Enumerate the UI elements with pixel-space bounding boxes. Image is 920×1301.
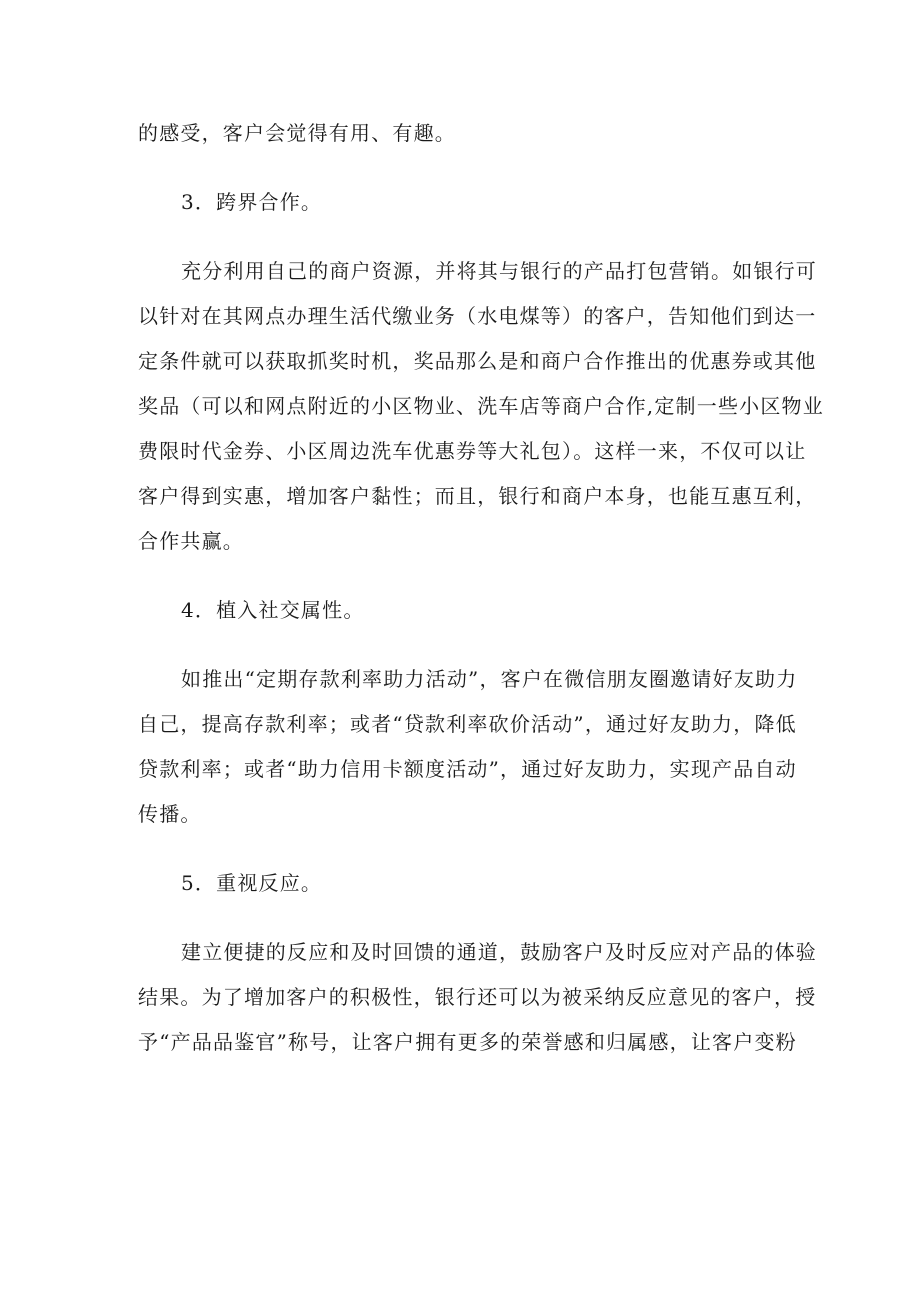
text-line: 自己，提高存款利率；或者“贷款利率砍价活动”，通过好友助力，降低 [138, 712, 797, 736]
text-line: 的感受，客户会觉得有用、有趣。 [138, 121, 456, 145]
section-heading: 5．重视反应。 [181, 871, 323, 895]
section-heading: 4．植入社交属性。 [181, 598, 365, 622]
text-line: 费限时代金券、小区周边洗车优惠券等大礼包）。这样一来，不仅可以让 [138, 439, 807, 463]
text-line: 建立便捷的反应和及时回馈的通道，鼓励客户及时反应对产品的体验 [181, 940, 817, 964]
text-line: 定条件就可以获取抓奖时机，奖品那么是和商户合作推出的优惠券或其他 [138, 349, 817, 373]
text-line: 客户得到实惠，增加客户黏性；而且，银行和商户本身，也能互惠互利， [138, 484, 817, 508]
text-line: 以针对在其网点办理生活代缴业务（水电煤等）的客户，告知他们到达一 [138, 304, 817, 328]
text-line: 结果。为了增加客户的积极性，银行还可以为被采纳反应意见的客户，授 [138, 985, 817, 1009]
text-line: 合作共赢。 [138, 529, 244, 553]
text-line: 贷款利率；或者“助力信用卡额度活动”，通过好友助力，实现产品自动 [138, 757, 797, 781]
text-line: 奖品（可以和网点附近的小区物业、洗车店等商户合作,定制一些小区物业 [138, 394, 824, 418]
section-heading: 3．跨界合作。 [181, 190, 323, 214]
text-line: 传播。 [138, 802, 202, 826]
text-line: 充分利用自己的商户资源，并将其与银行的产品打包营销。如银行可 [181, 259, 817, 283]
text-line: 如推出“定期存款利率助力活动”，客户在微信朋友圈邀请好友助力 [181, 667, 798, 691]
text-line: 予“产品品鉴官”称号，让客户拥有更多的荣誉感和归属感，让客户变粉 [138, 1030, 797, 1054]
